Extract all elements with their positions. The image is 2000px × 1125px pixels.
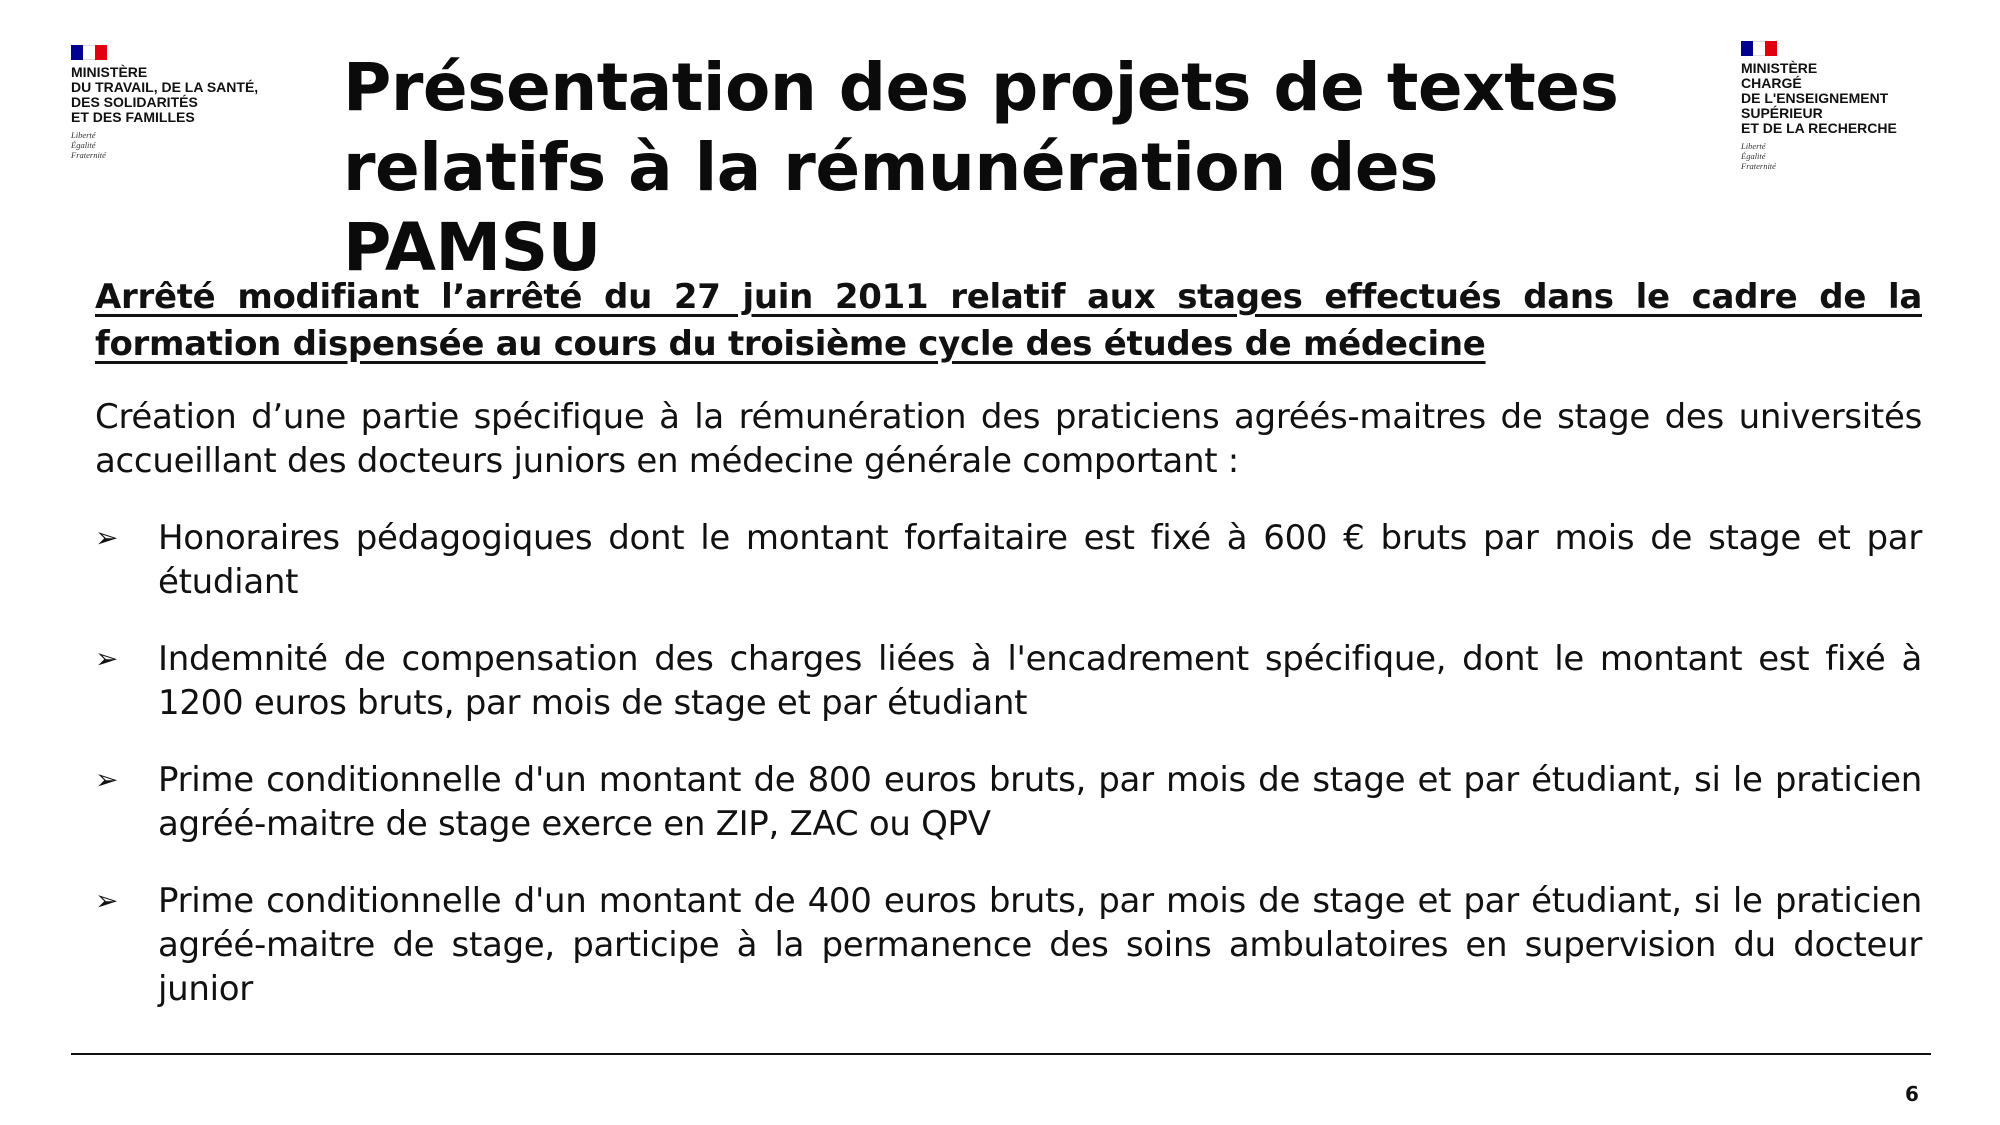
bullet-item <box>95 516 1922 604</box>
french-flag-icon <box>71 45 107 60</box>
bullet-text: Honoraires pédagogiques dont le montant forfaitaire est fixé à 600 € bruts par mois de stage et par étudiant <box>158 518 1922 602</box>
arrow-bullet-icon: ➢ <box>95 763 119 796</box>
bullet-list <box>95 516 1922 1011</box>
ministry-name: MINISTÈRE DU TRAVAIL, DE LA SANTÉ, DES SOLIDARITÉS ET DES FAMILLES <box>71 64 259 125</box>
republic-motto: Liberté Égalité Fraternité <box>71 130 106 160</box>
ministry-name: MINISTÈRE CHARGÉ DE L'ENSEIGNEMENT SUPÉRIEUR ET DE LA RECHERCHE <box>1741 60 1897 136</box>
footer-divider <box>71 1053 1931 1055</box>
french-flag-icon <box>1741 41 1777 56</box>
republic-motto: Liberté Égalité Fraternité <box>1741 141 1776 171</box>
bullet-text: Indemnité de compensation des charges liées à l'encadrement spécifique, dont le montant est fixé à 1200 euros bruts, par mois de stage et par étudiant <box>158 639 1922 723</box>
section-heading: Arrêté modifiant l’arrêté du 27 juin 2011 relatif aux stages effectués dans le cadre de la formation dispensée au cours du troisième cycle des études de médecine <box>95 277 1922 364</box>
ministry-logo-right <box>1741 41 1961 171</box>
bullet-item <box>95 758 1922 846</box>
bullet-item <box>95 879 1922 1011</box>
arrow-bullet-icon: ➢ <box>95 521 119 554</box>
page-title: Présentation des projets de textes relatifs à la rémunération des PAMSU <box>343 49 1619 286</box>
arrow-bullet-icon: ➢ <box>95 642 119 675</box>
intro-paragraph: Création d’une partie spécifique à la rémunération des praticiens agréés-maitres de stage des universités accueillant des docteurs juniors en médecine générale comportant : <box>95 397 1922 481</box>
bullet-text: Prime conditionnelle d'un montant de 800 euros bruts, par mois de stage et par étudiant, si le praticien agréé-maitre de stage exerce en ZIP, ZAC ou QPV <box>158 760 1922 844</box>
bullet-text: Prime conditionnelle d'un montant de 400 euros bruts, par mois de stage et par étudiant, si le praticien agréé-maitre de stage, participe à la permanence des soins ambulatoires en supervision du docteur junior <box>158 881 1922 1009</box>
arrow-bullet-icon: ➢ <box>95 884 119 917</box>
page-number: 6 <box>1905 1082 1919 1106</box>
slide-content <box>95 274 1922 1044</box>
bullet-item <box>95 637 1922 725</box>
ministry-logo-left <box>71 45 331 160</box>
